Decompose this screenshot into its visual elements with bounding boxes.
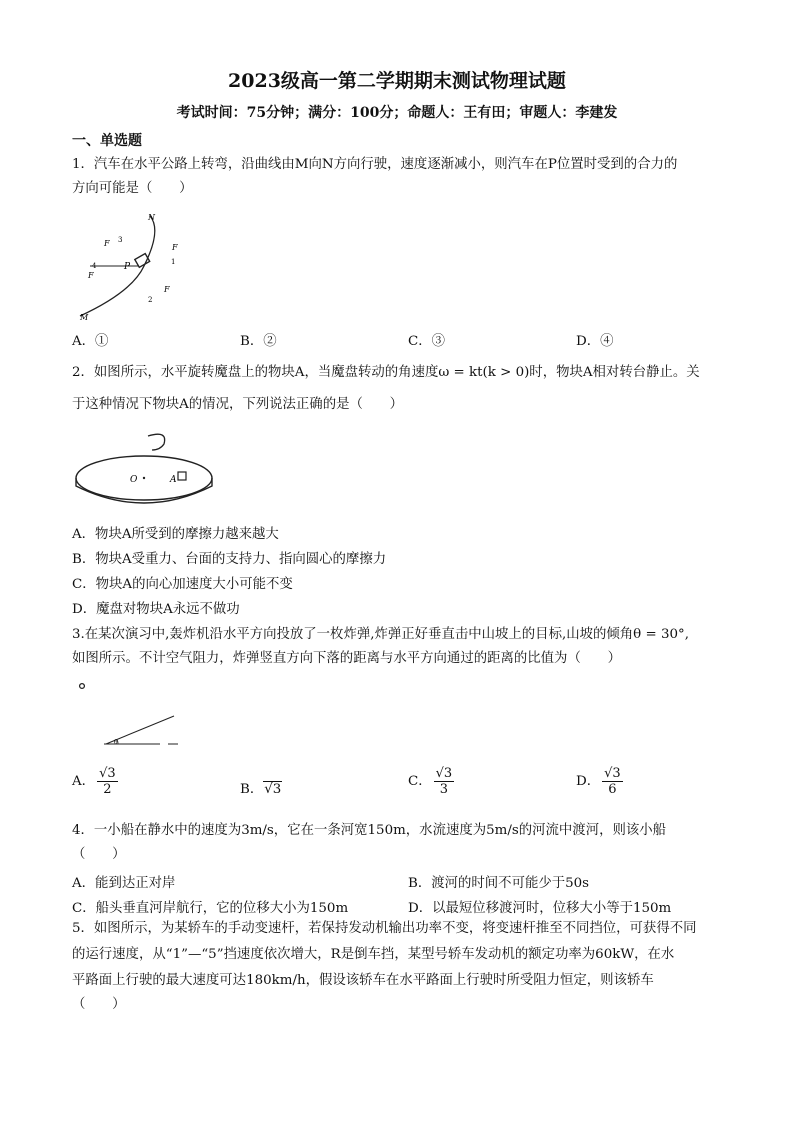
question-3-line-2: 如图所示。不计空气阻力，炸弹竖直方向下落的距离与水平方向通过的距离的比值为（ ） (72, 651, 622, 666)
question-4-option-a: A．能到达正对岸 (72, 876, 176, 891)
question-2-option-d: D．魔盘对物块A永远不做功 (72, 602, 240, 617)
mark-3: 3 (118, 236, 123, 244)
label-f-2: F (172, 243, 178, 252)
question-1-line-2: 方向可能是（ ） (72, 181, 193, 196)
question-1-figure (76, 212, 196, 322)
question-2-option-b: B．物块A受重力、台面的支持力、指向圆心的摩擦力 (72, 552, 387, 567)
mark-1: 1 (171, 258, 176, 266)
label-f-4: F (88, 271, 94, 280)
question-1-line-1: 1．汽车在水平公路上转弯，沿曲线由M向N方向行驶，速度逐渐减小，则汽车在P位置时受到的合力的 (72, 157, 678, 172)
question-3-figure (76, 678, 186, 750)
question-2-line-2: 于这种情况下物块A的情况，下列说法正确的是（ ） (72, 397, 404, 412)
question-5-line-1: 5．如图所示，为某轿车的手动变速杆，若保持发动机输出功率不变，将变速杆推至不同挡位，可获得不同 (72, 921, 697, 936)
center-dot (143, 477, 145, 479)
car-icon (135, 254, 150, 268)
page-title: 2023级高一第二学期期末测试物理试题 (228, 70, 566, 92)
label-n: N (148, 213, 155, 222)
question-2-line-1: 2．如图所示，水平旋转魔盘上的物块A，当魔盘转动的角速度ω = kt(k > 0)时，物块A相对转台静止。关 (72, 365, 700, 380)
label-a: A (170, 475, 177, 485)
question-3-line-1: 3.在某次演习中,轰炸机沿水平方向投放了一枚炸弹,炸弹正好垂直击中山坡上的目标,山坡的倾角θ = 30°, (72, 627, 689, 642)
question-5-line-3: 平路面上行驶的最大速度可达180km/h，假设该轿车在水平路面上行驶时所受阻力恒定，则该轿车 (72, 973, 654, 988)
question-4-option-b: B．渡河的时间不可能少于50s (408, 876, 590, 891)
mark-2: 2 (148, 296, 153, 304)
turntable-side (76, 478, 212, 503)
question-3-option-c: C． $\frac{√3}{3}$ (408, 766, 453, 797)
label-f-1: F (104, 239, 110, 248)
label-p: P (124, 262, 131, 272)
question-1-option-b: B．② (240, 334, 277, 349)
question-2-option-c: C．物块A的向心加速度大小可能不变 (72, 577, 293, 592)
question-1-option-c: C．③ (408, 334, 446, 349)
label-theta: θ (114, 739, 118, 746)
exam-info: 考试时间：75分钟；满分：100分；命题人：王有田；审题人：李建发 (176, 105, 618, 121)
question-1-option-d: D．④ (576, 334, 614, 349)
question-1-option-a: A．① (72, 334, 109, 349)
question-2-option-a: A．物块A所受到的摩擦力越来越大 (72, 527, 279, 542)
question-3-option-b: B．√3 (240, 782, 282, 797)
question-4-line-2: （ ） (72, 847, 126, 862)
block-a (178, 472, 186, 480)
question-5-line-2: 的运行速度，从“1”—“5”挡速度依次增大，R是倒车挡，某型号轿车发动机的额定功率为60kW，在水 (72, 947, 675, 962)
question-2-figure (72, 430, 218, 514)
question-3-option-a: A． $\frac{√3}{2}$ (72, 766, 116, 797)
mark-4: 4 (92, 262, 97, 270)
question-4-option-c: C．船头垂直河岸航行，它的位移大小为150m (72, 901, 349, 916)
label-o: O (130, 475, 138, 485)
label-f-3: F (164, 285, 170, 294)
question-4-line-1: 4．一小船在静水中的速度为3m/s，它在一条河宽150m，水流速度为5m/s的河流中渡河，则该小船 (72, 823, 667, 838)
question-4-option-d: D．以最短位移渡河时，位移大小等于150m (408, 901, 672, 916)
section-title: 一、单选题 (72, 133, 142, 149)
question-3-option-d: D． $\frac{√3}{6}$ (576, 766, 621, 797)
bomber-point (80, 684, 85, 689)
rotation-arrow (148, 434, 165, 450)
label-m: M (80, 313, 89, 322)
question-5-line-4: （ ） (72, 997, 126, 1012)
